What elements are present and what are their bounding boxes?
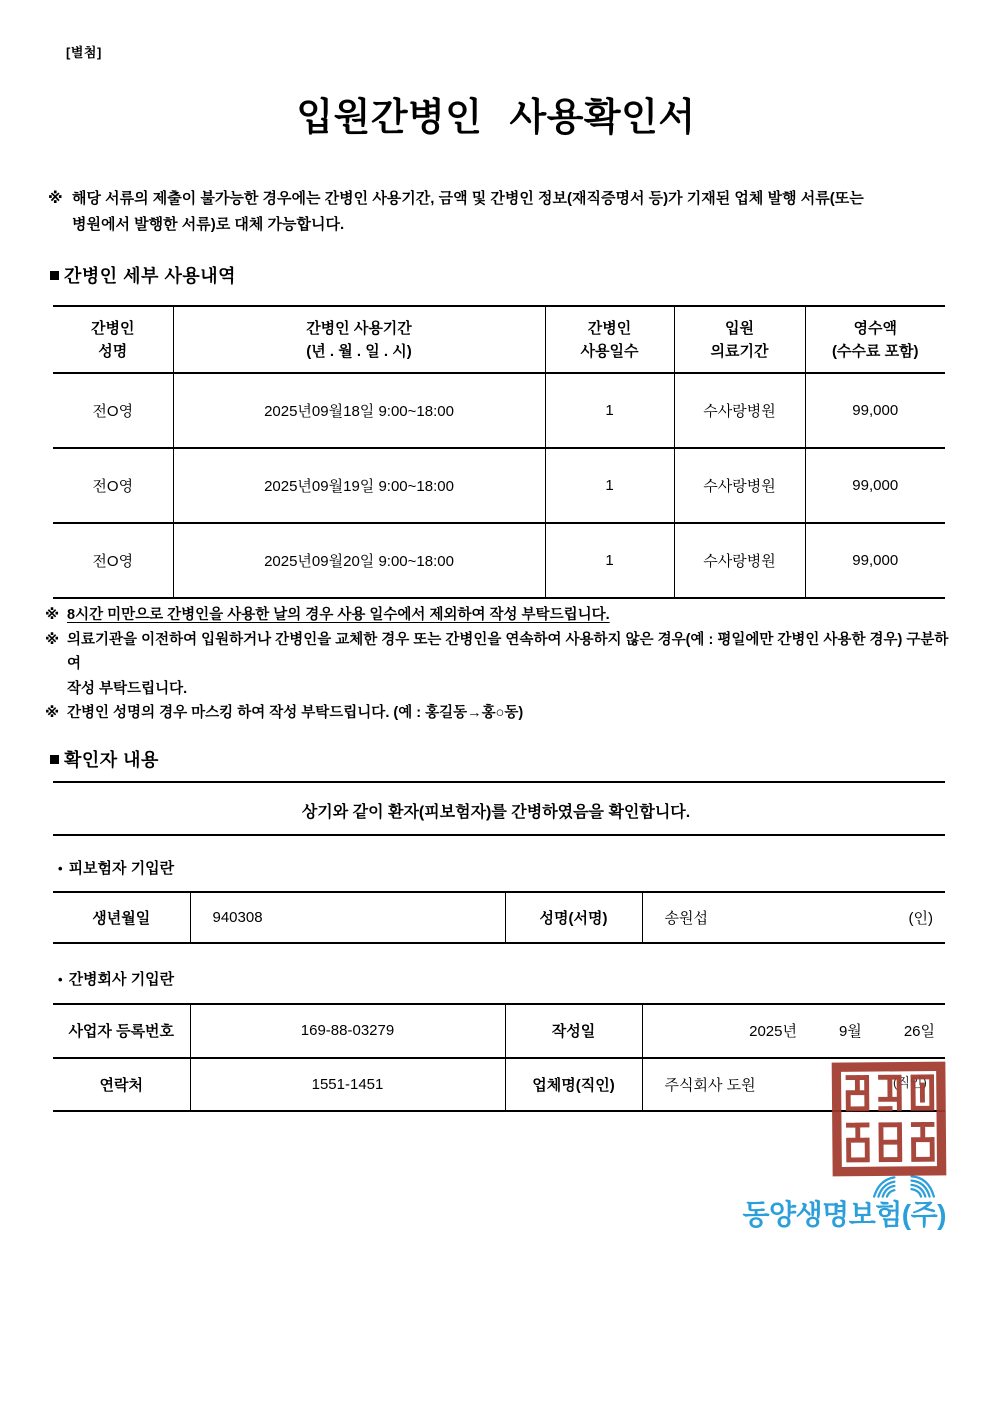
date-day: 26일 <box>903 1023 935 1041</box>
note-marker: ※ <box>48 190 63 207</box>
usage-table <box>53 305 945 599</box>
note-exclude-days: ※ 8시간 미만으로 간병인을 사용한 날의 경우 사용 일수에서 제외하여 작성 부탁드립니다. <box>45 607 610 623</box>
col-usage-period: 간병인 사용기간 (년 . 월 . 일 . 시) <box>173 306 545 373</box>
contact-label: 연락처 <box>99 1076 143 1094</box>
cell-name: 전O영 <box>92 403 134 420</box>
company-table <box>53 1003 945 1112</box>
top-note <box>48 186 948 238</box>
col-usage-days: 간병인 사용일수 <box>545 306 674 373</box>
cell-days: 1 <box>545 373 674 448</box>
cell-name: 전O영 <box>92 478 134 495</box>
company-logo <box>743 1174 947 1230</box>
business-number-value: 169-88-03279 <box>190 1004 505 1058</box>
usage-notes <box>45 603 951 726</box>
insured-table <box>53 891 945 944</box>
cell-hospital: 수사랑병원 <box>674 523 805 598</box>
cell-amount: 99,000 <box>805 373 945 448</box>
table-row <box>53 448 945 523</box>
page-title: 입원간병인 사용확인서 <box>296 97 696 139</box>
cell-days: 1 <box>545 448 674 523</box>
insured-name: 송원섭 <box>664 910 708 927</box>
col-receipt-amount: 영수액 (수수료 포함) <box>805 306 945 373</box>
usage-header-row <box>53 306 945 373</box>
divider <box>53 834 945 836</box>
col-caregiver-name: 간병인 성명 <box>91 319 135 360</box>
confirm-statement: 상기와 같이 환자(피보험자)를 간병하였음을 확인합니다. <box>301 804 691 821</box>
cell-amount: 99,000 <box>805 448 945 523</box>
top-note-text <box>72 186 864 238</box>
date-year: 2025년 <box>749 1023 797 1041</box>
cell-period: 2025년09월18일 9:00~18:00 <box>173 373 545 448</box>
cell-amount: 99,000 <box>805 523 945 598</box>
birthdate-value: 940308 <box>190 892 505 943</box>
cell-name: 전O영 <box>92 553 134 570</box>
table-row <box>53 523 945 598</box>
cell-period: 2025년09월19일 9:00~18:00 <box>173 448 545 523</box>
name-value-cell <box>642 892 945 943</box>
logo-text: 동양생명보험(주) <box>742 1199 946 1230</box>
company-section-label: • 간병회사 기입란 <box>58 971 175 988</box>
written-date-label: 작성일 <box>505 1004 642 1058</box>
col-hospital-period: 입원 의료기간 <box>674 306 805 373</box>
table-row <box>53 1004 945 1058</box>
divider <box>53 781 945 783</box>
date-month: 9월 <box>838 1023 862 1041</box>
note-name-masking: ※ 간병인 성명의 경우 마스킹 하여 작성 부탁드립니다. (예 : 홍길동→홍○동) <box>45 705 524 721</box>
logo-wave-icon <box>872 1174 936 1200</box>
table-row <box>53 892 945 943</box>
cell-hospital: 수사랑병원 <box>674 448 805 523</box>
seal-suffix: (인) <box>908 910 933 927</box>
firm-name-value: 주식회사 도원 <box>642 1058 945 1112</box>
company-seal-stamp-icon <box>830 1060 947 1177</box>
top-note-line1: 해당 서류의 제출이 불가능한 경우에는 간병인 사용기간, 금액 및 간병인 정보(재직증명서 등)가 기재된 업체 발행 서류(또는 <box>72 190 864 207</box>
section-header-usage: 간병인 세부 사용내역 <box>50 262 236 288</box>
stamp-placeholder-text: (직인) <box>893 1075 927 1090</box>
written-date-cell <box>642 1004 945 1058</box>
note-separate-entries: ※ 의료기관을 이전하여 입원하거나 간병인을 교체한 경우 또는 간병인을 연속하여 사용하지 않은 경우(예 : 평일에만 간병인 사용한 경우) 구분하여 작성 부탁드립니다. <box>45 631 949 697</box>
firm-name-label: 업체명(직인) <box>505 1058 642 1112</box>
business-number-label: 사업자 등록번호 <box>68 1023 175 1041</box>
cell-hospital: 수사랑병원 <box>674 373 805 448</box>
usage-table-header <box>53 306 945 373</box>
contact-value: 1551-1451 <box>190 1058 505 1112</box>
insured-section-label: • 피보험자 기입란 <box>58 860 175 877</box>
attachment-label: [별첨] <box>66 45 102 60</box>
birthdate-label: 생년월일 <box>92 910 151 927</box>
table-row <box>53 373 945 448</box>
name-label: 성명(서명) <box>505 892 642 943</box>
top-note-line2: 병원에서 발행한 서류)로 대체 가능합니다. <box>72 216 345 233</box>
table-row <box>53 1058 945 1112</box>
square-bullet-icon <box>50 271 59 280</box>
cell-period: 2025년09월20일 9:00~18:00 <box>173 523 545 598</box>
square-bullet-icon <box>50 755 59 764</box>
section-header-confirmer: 확인자 내용 <box>50 746 159 772</box>
cell-days: 1 <box>545 523 674 598</box>
